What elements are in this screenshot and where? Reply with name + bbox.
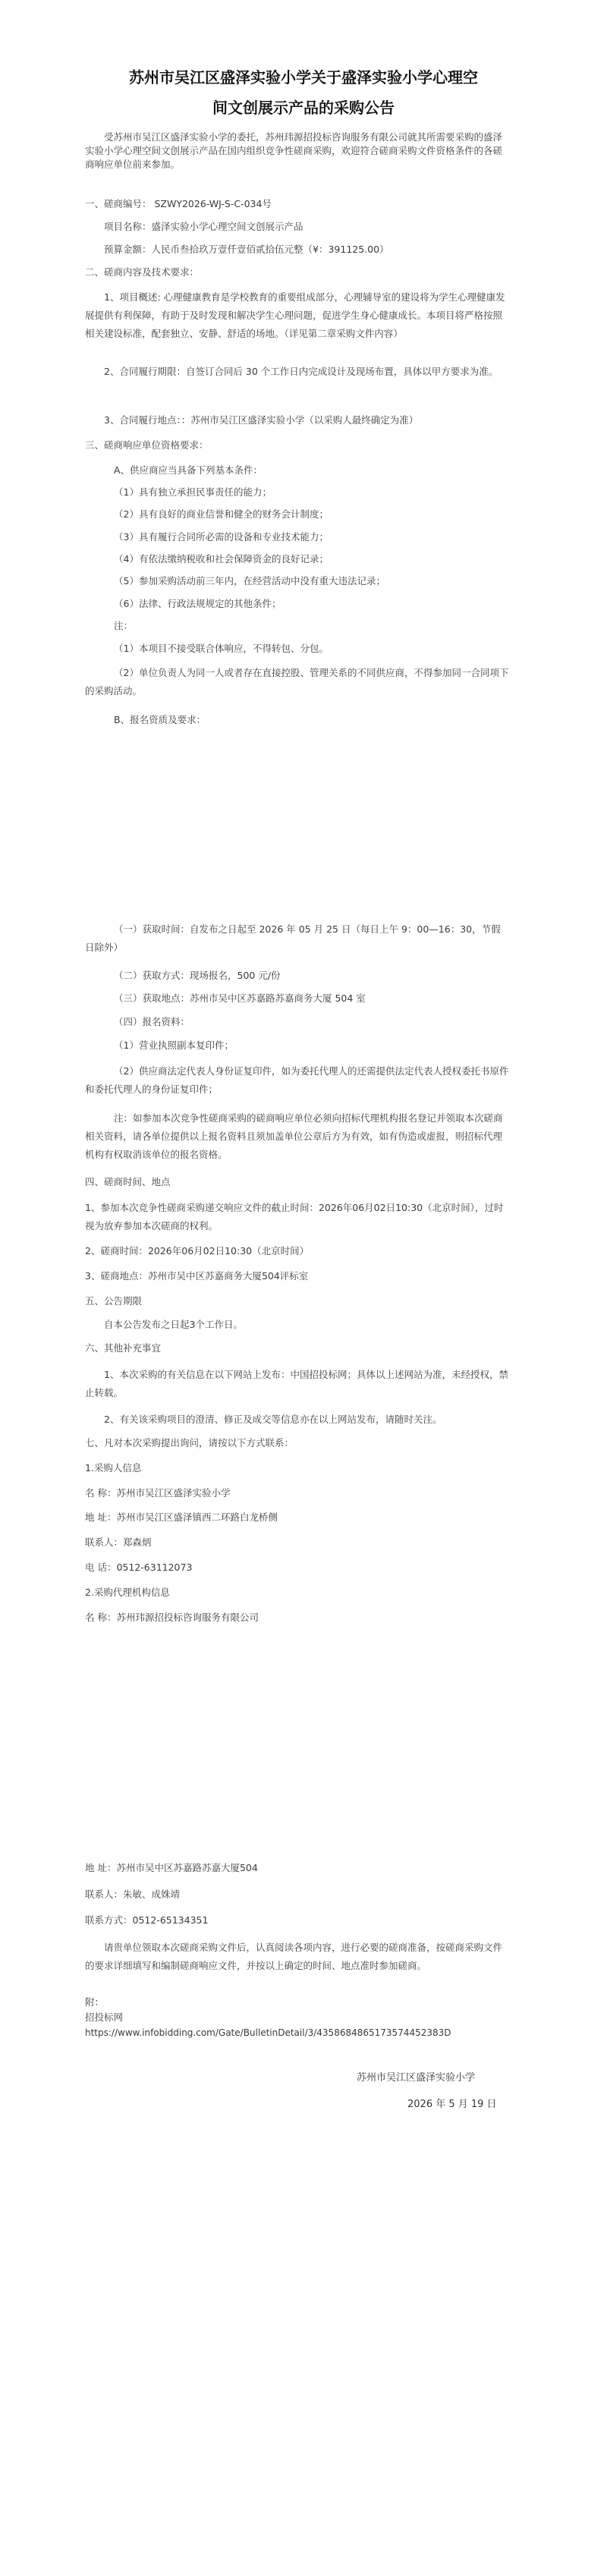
registration-document-item: （1）营业执照副本复印件； [114,1040,234,1051]
contract-period: 2、合同履行期限：自签订合同后 30 个工作日内完成设计及现场布置，具体以甲方要求为准。 [104,366,498,377]
section-2-heading: 二、磋商内容及技术要求： [85,266,200,278]
appendix-url-link[interactable]: https://www.infobidding.com/Gate/BulletinDetail/3/4358684865173574452383D [85,2027,451,2038]
registration-requirements-label: B、报名资质及要求： [114,714,206,725]
negotiation-time: 2、磋商时间：2026年06月02日10:30（北京时间） [85,1245,310,1257]
announcement-period: 自本公告发布之日起3个工作日。 [104,1319,243,1330]
condition-item: （1）具有独立承担民事责任的能力； [114,486,272,498]
registration-note: 注：如参加本次竞争性磋商采购的磋商响应单位必须向招标代理机构报名登记并领取本次磋商相关资料，请各单位提供以上报名资料且须加盖单位公章后方为有效，如有伪造或虚报，则招标代理机构有权取消该单位的报名资格。 [85,1112,503,1160]
budget-amount: 预算金额：人民币叁拾玖万壹仟壹佰贰拾伍元整（¥：391125.00） [104,244,389,255]
agency-address: 地 址：苏州市吴中区苏嘉路苏嘉大厦504 [85,1862,258,1873]
condition-item: （2）具有良好的商业信誉和健全的财务会计制度； [114,508,329,520]
purchaser-phone: 电 话：0512-63112073 [85,1562,193,1573]
appendix-label: 附： [85,1996,105,2008]
signature-date: 2026 年 5 月 19 日 [407,2099,497,2110]
purchaser-contact: 联系人：郑森炳 [85,1536,152,1548]
registration-method: （二）获取方式：现场报名，500 元/份 [114,970,281,981]
negotiation-place: 3、磋商地点：苏州市吴中区苏嘉商务大厦504评标室 [85,1270,309,1282]
signature-organization: 苏州市吴江区盛泽实验小学 [357,2072,476,2084]
condition-item: （6）法律、行政法规规定的其他条件； [114,598,281,609]
basic-conditions-label: A、供应商应当具备下列基本条件： [114,464,263,476]
registration-document-item: （2）供应商法定代表人身份证复印件，如为委托代理人的还需提供法定代表人授权委托书原件和委托代理人的身份证复印件； [85,1065,509,1095]
agency-name: 名 称：苏州玮源招投标咨询服务有限公司 [85,1612,259,1623]
document-title-line-1: 苏州市吴江区盛泽实验小学关于盛泽实验小学心理空 [129,68,478,86]
registration-time: （一）获取时间：自发布之日起至 2026 年 05 月 25 日（每日上午 9：00—16：30，节假日除外） [85,923,501,953]
clarification-info: 2、有关该采购项目的澄清、修正及成交等信息亦在以上网站发布，请随时关注。 [104,1414,442,1425]
section-5-heading: 五、公告期限 [85,1295,143,1307]
procurement-number: 一、磋商编号： SZWY2026-WJ-S-C-034号 [85,198,272,209]
publication-info: 1、本次采购的有关信息在以下网站上发布：中国招投标网；具体以上述网站为准，未经授权，禁止转载。 [85,1369,508,1398]
registration-place: （三）获取地点：苏州市吴中区苏嘉路苏嘉商务大厦 504 室 [114,992,366,1004]
note-consortium: （1）本项目不接受联合体响应，不得转包、分包。 [114,643,329,654]
section-4-heading: 四、磋商时间、地点 [85,1176,171,1187]
intro-paragraph: 受苏州市吴江区盛泽实验小学的委托，苏州玮源招投标咨询服务有限公司就其所需要采购的盛泽实验小学心理空间文创展示产品在国内组织竞争性磋商采购，欢迎符合磋商采购文件资格条件的各磋商响应单位前来参加。 [85,131,503,170]
section-7-heading: 七、凡对本次采购提出询问，请按以下方式联系： [85,1437,294,1448]
submission-deadline: 1、参加本次竞争性磋商采购递交响应文件的截止时间：2026年06月02日10:30（北京时间），过时视为放弃参加本次磋商的权利。 [85,1202,504,1231]
project-name: 项目名称：盛泽实验小学心理空间文创展示产品 [104,221,304,232]
section-6-heading: 六、其他补充事宜 [85,1342,162,1354]
note-related-parties: （2）单位负责人为同一人或者存在直接控股、管理关系的不同供应商，不得参加同一合同项下的采购活动。 [85,667,509,697]
contract-location: 3、合同履行地点：：苏州市吴江区盛泽实验小学（以采购人最终确定为准） [104,414,419,426]
agency-contact: 联系人：朱敏、成姝靖 [85,1889,181,1900]
condition-item: （5）参加采购活动前三年内，在经营活动中没有重大违法记录； [114,575,385,587]
document-title-line-2: 间文创展示产品的采购公告 [212,99,395,117]
agency-phone: 联系方式：0512-65134351 [85,1914,209,1926]
purchaser-address: 地 址：苏州市吴江区盛泽镇西二环路白龙桥侧 [85,1511,278,1523]
section-3-heading: 三、磋商响应单位资格要求： [85,439,209,451]
appendix-site-name: 招投标网 [85,2011,124,2023]
agency-info-label: 2.采购代理机构信息 [85,1587,170,1598]
closing-reminder: 请贵单位领取本次磋商采购文件后，认真阅读各项内容，进行必要的磋商准备，按磋商采购文件的要求详细填写和编制磋商响应文件，并按以上确定的时间、地点准时参加磋商。 [85,1942,503,1971]
purchaser-name: 名 称：苏州市吴江区盛泽实验小学 [85,1487,231,1499]
condition-item: （4）有依法缴纳税收和社会保障资金的良好记录； [114,553,329,565]
note-label: 注： [114,620,134,631]
condition-item: （3）具有履行合同所必需的设备和专业技术能力； [114,531,329,543]
purchaser-info-label: 1.采购人信息 [85,1462,142,1474]
registration-documents-label: （四）报名资料： [114,1016,190,1027]
project-overview: 1、项目概述: 心理健康教育是学校教育的重要组成部分，心理辅导室的建设将为学生心理健康发展提供有利保障，有助于及时发现和解决学生心理问题，促进学生身心健康成长。本项目将严格按照相关建设标准，配套独立、安静、舒适的场地。（详见第二章采购文件内容） [85,291,505,339]
